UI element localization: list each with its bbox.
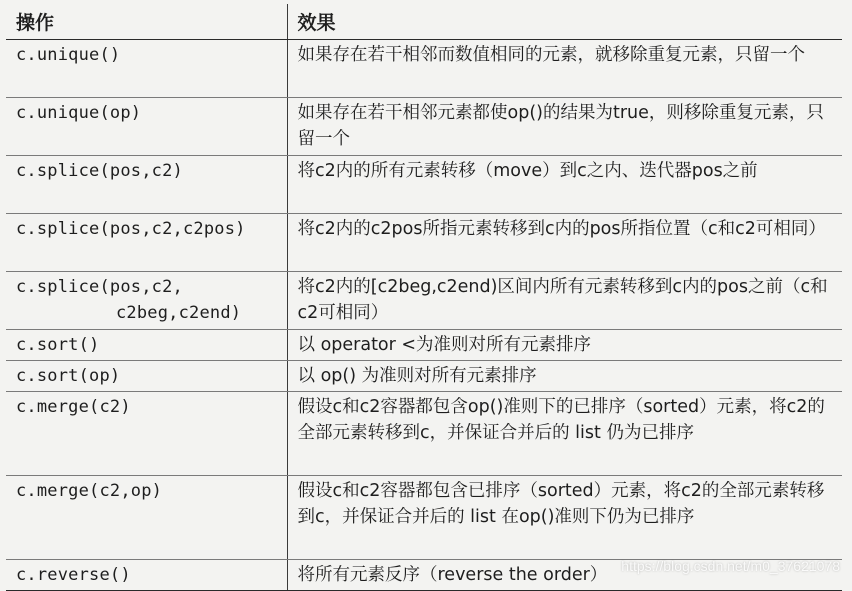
operations-table	[6, 4, 842, 591]
operation-text-continued: c2beg,c2end)	[116, 303, 242, 323]
operation-text: c.unique(op)	[16, 103, 142, 123]
table-row	[6, 476, 842, 560]
effect-cell: 将c2内的[c2beg,c2end)区间内所有元素转移到c内的pos之前（c和c2可相同）	[287, 272, 842, 330]
operation-cell	[6, 361, 287, 392]
operation-text: c.sort()	[16, 335, 100, 355]
operation-cell	[6, 214, 287, 272]
table-row	[6, 156, 842, 214]
header-effect: 效果	[287, 4, 842, 40]
operation-cell	[6, 330, 287, 361]
table-row	[6, 272, 842, 330]
effect-cell: 以 operator <为准则对所有元素排序	[287, 330, 842, 361]
operation-cell	[6, 40, 287, 98]
operation-text: c.unique()	[16, 45, 121, 65]
operation-cell	[6, 272, 287, 330]
operation-cell	[6, 98, 287, 156]
table-row	[6, 361, 842, 392]
effect-cell: 以 op() 为准则对所有元素排序	[287, 361, 842, 392]
operation-text: c.merge(c2)	[16, 397, 131, 417]
effect-cell: 将所有元素反序（reverse the order）	[287, 560, 842, 591]
operation-text: c.merge(c2,op)	[16, 481, 163, 501]
operation-text: c.splice(pos,c2,	[16, 277, 183, 297]
table-row	[6, 98, 842, 156]
effect-cell: 如果存在若干相邻元素都使op()的结果为true，则移除重复元素，只留一个	[287, 98, 842, 156]
header-row	[6, 4, 842, 40]
operation-text: c.sort(op)	[16, 366, 121, 386]
effect-cell: 将c2内的所有元素转移（move）到c之内、迭代器pos之前	[287, 156, 842, 214]
operation-cell	[6, 156, 287, 214]
operation-text: c.reverse()	[16, 565, 131, 585]
table-row	[6, 330, 842, 361]
table-row	[6, 392, 842, 476]
effect-cell: 假设c和c2容器都包含op()准则下的已排序（sorted）元素，将c2的全部元素转移到c，并保证合并后的 list 仍为已排序	[287, 392, 842, 476]
effect-cell: 假设c和c2容器都包含已排序（sorted）元素，将c2的全部元素转移到c，并保证合并后的 list 在op()准则下仍为已排序	[287, 476, 842, 560]
table-row	[6, 40, 842, 98]
header-operation: 操作	[6, 4, 287, 40]
operation-text: c.splice(pos,c2,c2pos)	[16, 219, 246, 239]
operation-cell	[6, 476, 287, 560]
table-body	[6, 40, 842, 591]
watermark: https://blog.csdn.net/m0_37621078	[621, 558, 840, 574]
effect-cell: 如果存在若干相邻而数值相同的元素，就移除重复元素，只留一个	[287, 40, 842, 98]
table-row	[6, 214, 842, 272]
operation-cell	[6, 560, 287, 591]
effect-cell: 将c2内的c2pos所指元素转移到c内的pos所指位置（c和c2可相同）	[287, 214, 842, 272]
operation-text: c.splice(pos,c2)	[16, 161, 183, 181]
operation-cell	[6, 392, 287, 476]
